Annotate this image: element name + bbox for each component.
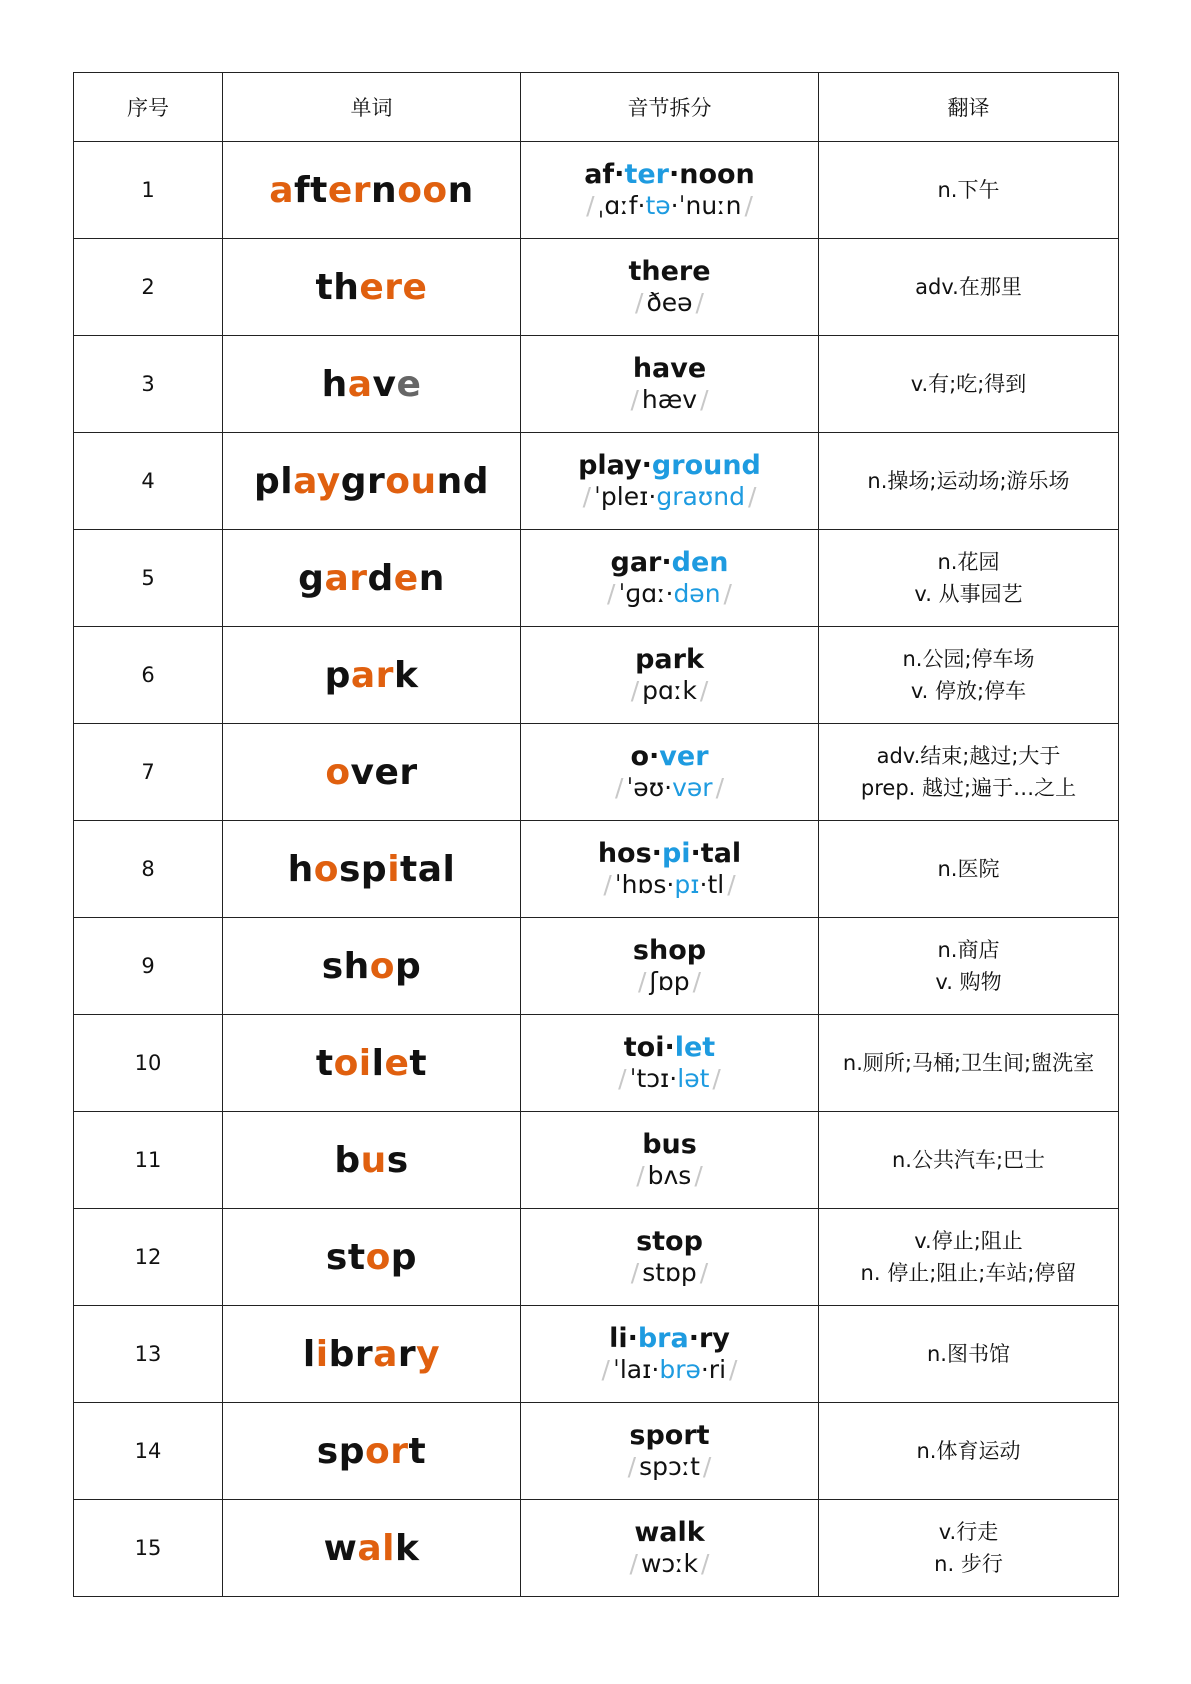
word-segment: nd (436, 460, 490, 502)
row-number: 9 (74, 918, 223, 1015)
table-row (74, 1403, 1119, 1500)
word-segment: sp (338, 848, 388, 890)
syllable-cell (521, 142, 819, 239)
word-segment: sp (316, 1430, 365, 1472)
translation-cell (819, 142, 1119, 239)
word-segment: s (386, 1139, 409, 1181)
syllable-cell (521, 433, 819, 530)
translation-cell (819, 433, 1119, 530)
word-segment: e (393, 557, 419, 599)
slash-right: / (744, 191, 753, 220)
word-segment: ft (294, 169, 328, 211)
phonetic-segment: ðeə (646, 288, 693, 317)
row-number: 8 (74, 821, 223, 918)
phonetic-segment: ˈpleɪ· (594, 482, 657, 511)
translation-line: n.下午 (937, 178, 1000, 202)
slash-left: / (618, 1064, 627, 1093)
word-cell (223, 1306, 521, 1403)
word-segment: n (447, 169, 474, 211)
word-segment: tal (400, 848, 456, 890)
phonetic-segment: hæv (641, 385, 698, 414)
slash-right: / (712, 1064, 721, 1093)
translation-line: n.公共汽车;巴士 (891, 1148, 1046, 1172)
word-segment: ar (350, 654, 394, 696)
word-segment: ay (293, 460, 341, 502)
table-row (74, 1112, 1119, 1209)
syllable-segment: shop (632, 935, 707, 966)
word-segment: p (390, 1236, 418, 1278)
syllable-cell (521, 1403, 819, 1500)
word-segment: ere (359, 266, 428, 308)
phonetic (521, 1257, 818, 1288)
word-segment: t (315, 1042, 334, 1084)
word-cell (223, 1112, 521, 1209)
phonetic-segment: ˈhɒs· (614, 870, 675, 899)
translation-cell (819, 1500, 1119, 1597)
syllable-segment: sport (629, 1420, 710, 1451)
syllable-segment: pi (661, 838, 691, 869)
slash-right: / (699, 1258, 709, 1287)
row-number: 11 (74, 1112, 223, 1209)
header-row (74, 73, 1119, 142)
word-segment: a (347, 363, 373, 405)
word-cell (223, 1209, 521, 1306)
translation-line: v. 购物 (935, 970, 1002, 994)
word-segment: br (328, 1333, 374, 1375)
row-number: 13 (74, 1306, 223, 1403)
word-segment: oo (397, 169, 448, 211)
translation-line: n. 步行 (934, 1552, 1003, 1576)
table-row (74, 724, 1119, 821)
translation-line: adv.在那里 (915, 275, 1022, 299)
syllable-segment: af· (584, 159, 625, 190)
translation-cell (819, 1112, 1119, 1209)
word-segment: ou (385, 460, 437, 502)
word-segment: er (327, 169, 372, 211)
row-number: 14 (74, 1403, 223, 1500)
slash-left: / (603, 870, 612, 899)
row-number: 4 (74, 433, 223, 530)
slash-left: / (615, 773, 624, 802)
translation-cell (819, 1209, 1119, 1306)
table-row (74, 433, 1119, 530)
slash-left: / (630, 385, 639, 414)
translation-line: adv.结束;越过;大于 (876, 744, 1061, 768)
word-segment: p (324, 654, 351, 696)
word-segment: n (371, 169, 398, 211)
word-segment: g (298, 557, 325, 599)
word-cell (223, 1015, 521, 1112)
translation-line: n.医院 (937, 857, 1000, 881)
word-segment: t (409, 1042, 428, 1084)
translation-line: v. 从事园艺 (914, 582, 1023, 606)
translation-line: prep. 越过;遍于…之上 (860, 776, 1077, 800)
word-segment: sh (321, 945, 370, 987)
word-cell (223, 918, 521, 1015)
syllable-segment: ·tal (690, 838, 742, 869)
word-segment: a (373, 1333, 398, 1375)
word-segment: p (395, 945, 422, 987)
syllable-cell (521, 239, 819, 336)
syllable-cell (521, 918, 819, 1015)
phonetic-segment: vər (672, 773, 713, 802)
word-segment: o (365, 1236, 391, 1278)
phonetic-segment: ·tl (699, 870, 725, 899)
word-segment: l (371, 1042, 385, 1084)
word-cell (223, 1500, 521, 1597)
syllable-split (521, 1420, 818, 1451)
syllable-cell (521, 1500, 819, 1597)
phonetic-segment: ˈɡɑː· (618, 579, 674, 608)
syllable-segment: there (628, 256, 711, 287)
word-segment: k (394, 1527, 420, 1569)
word-segment: al (357, 1527, 395, 1569)
syllable-split (521, 1129, 818, 1160)
header-translation: 翻译 (819, 73, 1119, 142)
word-segment: h (287, 848, 314, 890)
word-segment: e (384, 1042, 410, 1084)
word-segment: st (325, 1236, 366, 1278)
syllable-segment: ·ry (688, 1323, 730, 1354)
syllable-cell (521, 724, 819, 821)
translation-line: n.体育运动 (916, 1439, 1021, 1463)
word-cell (223, 530, 521, 627)
syllable-split (521, 644, 818, 675)
row-number: 10 (74, 1015, 223, 1112)
phonetic-segment: ˈəʊ· (626, 773, 673, 802)
translation-cell (819, 918, 1119, 1015)
table-row (74, 1306, 1119, 1403)
word-cell (223, 627, 521, 724)
word-segment: gr (340, 460, 386, 502)
phonetic-segment: ˌɑːf· (597, 191, 646, 220)
phonetic-segment: ·ˈnuːn (670, 191, 742, 220)
translation-cell (819, 1015, 1119, 1112)
translation-line: v.行走 (938, 1520, 999, 1544)
syllable-cell (521, 1209, 819, 1306)
word-segment: w (323, 1527, 358, 1569)
phonetic-segment: dən (673, 579, 721, 608)
phonetic-segment: ˈtɔɪ· (629, 1064, 678, 1093)
phonetic (521, 287, 818, 318)
header-word: 单词 (223, 73, 521, 142)
phonetic-segment: graʊnd (656, 482, 745, 511)
translation-cell (819, 724, 1119, 821)
phonetic-segment: brə (659, 1355, 701, 1384)
syllable-segment: bus (642, 1129, 697, 1160)
slash-right: / (695, 288, 704, 317)
word-segment: n (418, 557, 445, 599)
translation-line: n.花园 (937, 550, 1000, 574)
translation-line: n.厕所;马桶;卫生间;盥洗室 (842, 1051, 1095, 1075)
word-segment: o (313, 848, 339, 890)
slash-left: / (636, 1161, 645, 1190)
slash-right: / (747, 482, 757, 511)
syllable-split (521, 256, 818, 287)
syllable-cell (521, 1112, 819, 1209)
table-row (74, 142, 1119, 239)
word-cell (223, 1403, 521, 1500)
phonetic (521, 1354, 818, 1385)
translation-line: n.公园;停车场 (902, 647, 1035, 671)
table-row (74, 918, 1119, 1015)
phonetic-segment: bʌs (647, 1161, 692, 1190)
slash-right: / (723, 579, 732, 608)
slash-right: / (729, 1355, 738, 1384)
syllable-segment: ver (659, 741, 709, 772)
vocabulary-table (73, 72, 1119, 1597)
phonetic (521, 1451, 818, 1482)
phonetic-segment: lət (677, 1064, 710, 1093)
word-segment: u (360, 1139, 387, 1181)
translation-cell (819, 1403, 1119, 1500)
word-cell (223, 433, 521, 530)
word-segment: ver (350, 751, 418, 793)
row-number: 6 (74, 627, 223, 724)
table-row (74, 1015, 1119, 1112)
word-segment: l (302, 1333, 316, 1375)
translation-line: n.操场;运动场;游乐场 (867, 469, 1070, 493)
slash-left: / (630, 1258, 640, 1287)
translation-cell (819, 336, 1119, 433)
phonetic-segment: ʃɒp (649, 967, 690, 996)
slash-right: / (702, 1452, 712, 1481)
table-row (74, 336, 1119, 433)
phonetic (521, 869, 818, 900)
phonetic-segment: stɒp (642, 1258, 697, 1287)
word-cell (223, 336, 521, 433)
slash-left: / (630, 676, 640, 705)
word-cell (223, 821, 521, 918)
phonetic (521, 481, 818, 512)
slash-right: / (700, 385, 709, 414)
word-segment: d (367, 557, 394, 599)
syllable-segment: den (671, 547, 729, 578)
syllable-segment: li· (609, 1323, 638, 1354)
row-number: 12 (74, 1209, 223, 1306)
word-segment: e (396, 363, 422, 405)
syllable-split (521, 1226, 818, 1257)
table-row (74, 1209, 1119, 1306)
row-number: 15 (74, 1500, 223, 1597)
word-segment: pl (253, 460, 294, 502)
row-number: 7 (74, 724, 223, 821)
translation-line: n. 停止;阻止;车站;停留 (860, 1261, 1077, 1285)
phonetic (521, 772, 818, 803)
slash-right: / (692, 967, 701, 996)
phonetic-segment: pɑːk (642, 676, 697, 705)
row-number: 1 (74, 142, 223, 239)
word-segment: t (408, 1430, 427, 1472)
word-segment: o (325, 751, 351, 793)
slash-right: / (701, 1549, 710, 1578)
syllable-segment: stop (636, 1226, 703, 1257)
word-segment: v (372, 363, 397, 405)
word-segment: b (334, 1139, 361, 1181)
row-number: 3 (74, 336, 223, 433)
word-segment: th (315, 266, 360, 308)
phonetic-segment: wɔːk (640, 1549, 699, 1578)
syllable-cell (521, 627, 819, 724)
translation-cell (819, 627, 1119, 724)
word-segment: or (364, 1430, 409, 1472)
phonetic (521, 190, 818, 221)
translation-cell (819, 1306, 1119, 1403)
syllable-split (521, 1517, 818, 1548)
syllable-cell (521, 336, 819, 433)
syllable-segment: o· (630, 741, 660, 772)
slash-right: / (699, 676, 709, 705)
word-segment: ar (324, 557, 368, 599)
syllable-split (521, 450, 818, 481)
word-segment: i (387, 848, 401, 890)
row-number: 2 (74, 239, 223, 336)
translation-line: n.商店 (937, 938, 1000, 962)
table-row (74, 627, 1119, 724)
syllable-split (521, 1032, 818, 1063)
syllable-split (521, 1323, 818, 1354)
slash-right: / (694, 1161, 703, 1190)
syllable-split (521, 353, 818, 384)
word-segment: k (393, 654, 419, 696)
phonetic-segment: pɪ (674, 870, 700, 899)
table-row (74, 530, 1119, 627)
phonetic (521, 384, 818, 415)
syllable-segment: toi· (623, 1032, 675, 1063)
syllable-segment: ter (624, 159, 669, 190)
syllable-segment: ·noon (668, 159, 755, 190)
syllable-segment: play· (578, 450, 652, 481)
phonetic (521, 1548, 818, 1579)
word-segment: a (269, 169, 294, 211)
slash-left: / (635, 288, 644, 317)
translation-cell (819, 821, 1119, 918)
phonetic-segment: tə (645, 191, 671, 220)
syllable-split (521, 741, 818, 772)
syllable-segment: walk (634, 1517, 705, 1548)
word-segment: h (321, 363, 348, 405)
word-cell (223, 239, 521, 336)
syllable-segment: hos· (597, 838, 662, 869)
slash-left: / (607, 579, 616, 608)
translation-line: v.停止;阻止 (914, 1229, 1023, 1253)
syllable-segment: gar· (610, 547, 672, 578)
phonetic (521, 675, 818, 706)
slash-right: / (727, 870, 736, 899)
syllable-segment: ground (651, 450, 761, 481)
slash-left: / (586, 191, 595, 220)
syllable-segment: bra (637, 1323, 689, 1354)
slash-right: / (715, 773, 724, 802)
table-row (74, 821, 1119, 918)
table-row (74, 1500, 1119, 1597)
phonetic-segment: spɔːt (639, 1452, 700, 1481)
header-number: 序号 (74, 73, 223, 142)
word-segment: o (369, 945, 395, 987)
syllable-split (521, 159, 818, 190)
translation-cell (819, 530, 1119, 627)
syllable-segment: have (632, 353, 707, 384)
translation-line: v. 停放;停车 (910, 679, 1027, 703)
translation-line: n.图书馆 (927, 1342, 1010, 1366)
syllable-cell (521, 1306, 819, 1403)
syllable-split (521, 547, 818, 578)
header-syllables: 音节拆分 (521, 73, 819, 142)
syllable-cell (521, 530, 819, 627)
word-segment: oi (333, 1042, 372, 1084)
word-segment: r (397, 1333, 417, 1375)
syllable-cell (521, 821, 819, 918)
syllable-cell (521, 1015, 819, 1112)
slash-left: / (601, 1355, 610, 1384)
slash-left: / (637, 967, 647, 996)
slash-left: / (582, 482, 592, 511)
syllable-split (521, 935, 818, 966)
phonetic-segment: ˈlaɪ· (612, 1355, 660, 1384)
table-row (74, 239, 1119, 336)
translation-cell (819, 239, 1119, 336)
phonetic (521, 578, 818, 609)
syllable-segment: park (635, 644, 704, 675)
row-number: 5 (74, 530, 223, 627)
syllable-split (521, 838, 818, 869)
translation-line: v.有;吃;得到 (910, 372, 1027, 396)
syllable-segment: let (674, 1032, 716, 1063)
word-segment: i (315, 1333, 329, 1375)
phonetic (521, 1063, 818, 1094)
word-cell (223, 724, 521, 821)
phonetic (521, 1160, 818, 1191)
phonetic (521, 966, 818, 997)
slash-left: / (627, 1452, 637, 1481)
word-segment: y (416, 1333, 441, 1375)
phonetic-segment: ·ri (700, 1355, 727, 1384)
slash-left: / (629, 1549, 638, 1578)
word-cell (223, 142, 521, 239)
